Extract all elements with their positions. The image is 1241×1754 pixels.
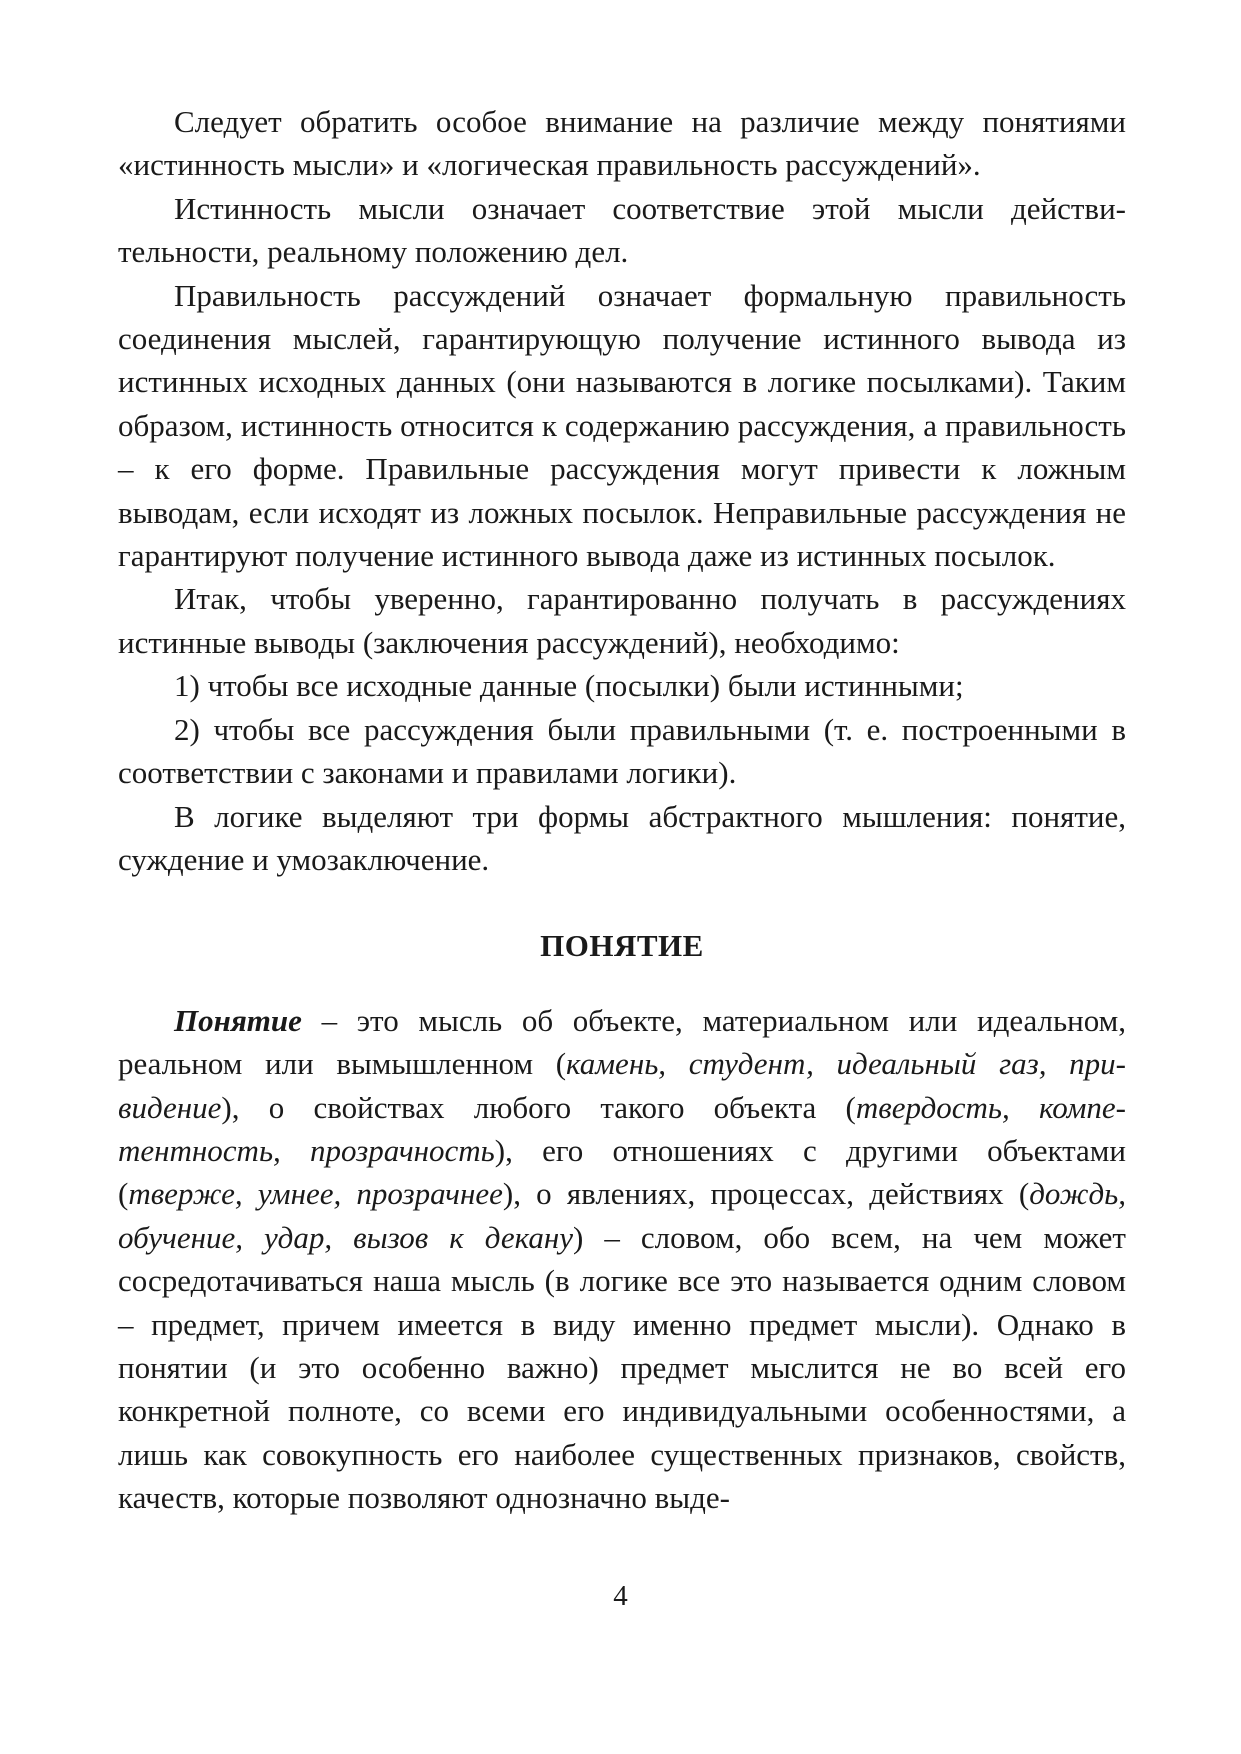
paragraph-concept-definition bbox=[118, 999, 1126, 1520]
defined-term: Понятие bbox=[174, 1002, 302, 1038]
page-body bbox=[118, 100, 1126, 1520]
examples-relations: тверже, умнее, прозрачнее bbox=[128, 1176, 503, 1212]
paragraph-truth-definition: Истинность мысли означает соответствие этой мысли действительности, реальному положению дел. bbox=[118, 190, 1126, 270]
paragraph-correctness-definition: Правильность рассуждений означает формальную правильность соединения мыслей, гарантирующую получение истинного вывода из истинных исходных данных (они называются в логике посылками). Таким образом, истинность относится к содержанию рассуждения, а правильность – к его форме. Правильные рассуждения могут привести к ложным выводам, если исходят из ложных посылок. Неправильные рассуждения не гарантируют получение истинного вывода даже из истинных посылок. bbox=[118, 277, 1126, 574]
section-heading: ПОНЯТИЕ bbox=[540, 928, 704, 964]
definition-text-4: ), о явлениях, процессах, действиях ( bbox=[502, 1176, 1030, 1212]
examples-objects: камень, студент, идеальный газ, привидение bbox=[118, 1046, 1126, 1125]
definition-text-1: – это мысль об объекте, материальном или идеальном, реальном или вымышленном ( bbox=[118, 1002, 1126, 1082]
definition-text-5: ) – словом, обо всем, на чем может сосредотачиваться наша мысль (в логике все это называется одним словом – предмет, причем имеется в виду именно предмет мысли). Однако в понятии (и это особенно важно) предмет мыслится не во всей его конкретной полноте, со всеми его индивидуальными особенностями, а лишь как совокупность его наиболее существенных признаков, свойств, качеств, которые позволяют однозначно выде- bbox=[118, 1219, 1126, 1516]
examples-phenomena: дождь, обучение, удар, вызов к декану bbox=[118, 1176, 1126, 1255]
examples-properties: твердость, компетентность, прозрачность bbox=[118, 1089, 1126, 1168]
paragraph-conditions-intro: Итак, чтобы уверенно, гарантированно получать в рассуждениях истинные выводы (заключения рассуждений), необходимо: bbox=[118, 581, 1126, 660]
list-item-condition-2: 2) чтобы все рассуждения были правильными (т. е. построенными в соответствии с законами и правилами логики). bbox=[118, 711, 1126, 791]
paragraph-truth-vs-correctness: Следует обратить особое внимание на различие между понятиями «истинность мысли» и «логическая правильность рассуждений». bbox=[118, 104, 1126, 183]
page-number: 4 bbox=[613, 1580, 628, 1612]
definition-text-2: ), о свойствах любого такого объекта ( bbox=[221, 1089, 856, 1125]
paragraph-forms-of-thinking: В логике выделяют три формы абстрактного мышления: понятие, суждение и умозаключение. bbox=[118, 798, 1126, 877]
definition-text-3: ), его отношениях с другими объектами ( bbox=[118, 1132, 1127, 1212]
list-item-condition-1: 1) чтобы все исходные данные (посылки) были истинными; bbox=[174, 668, 964, 704]
